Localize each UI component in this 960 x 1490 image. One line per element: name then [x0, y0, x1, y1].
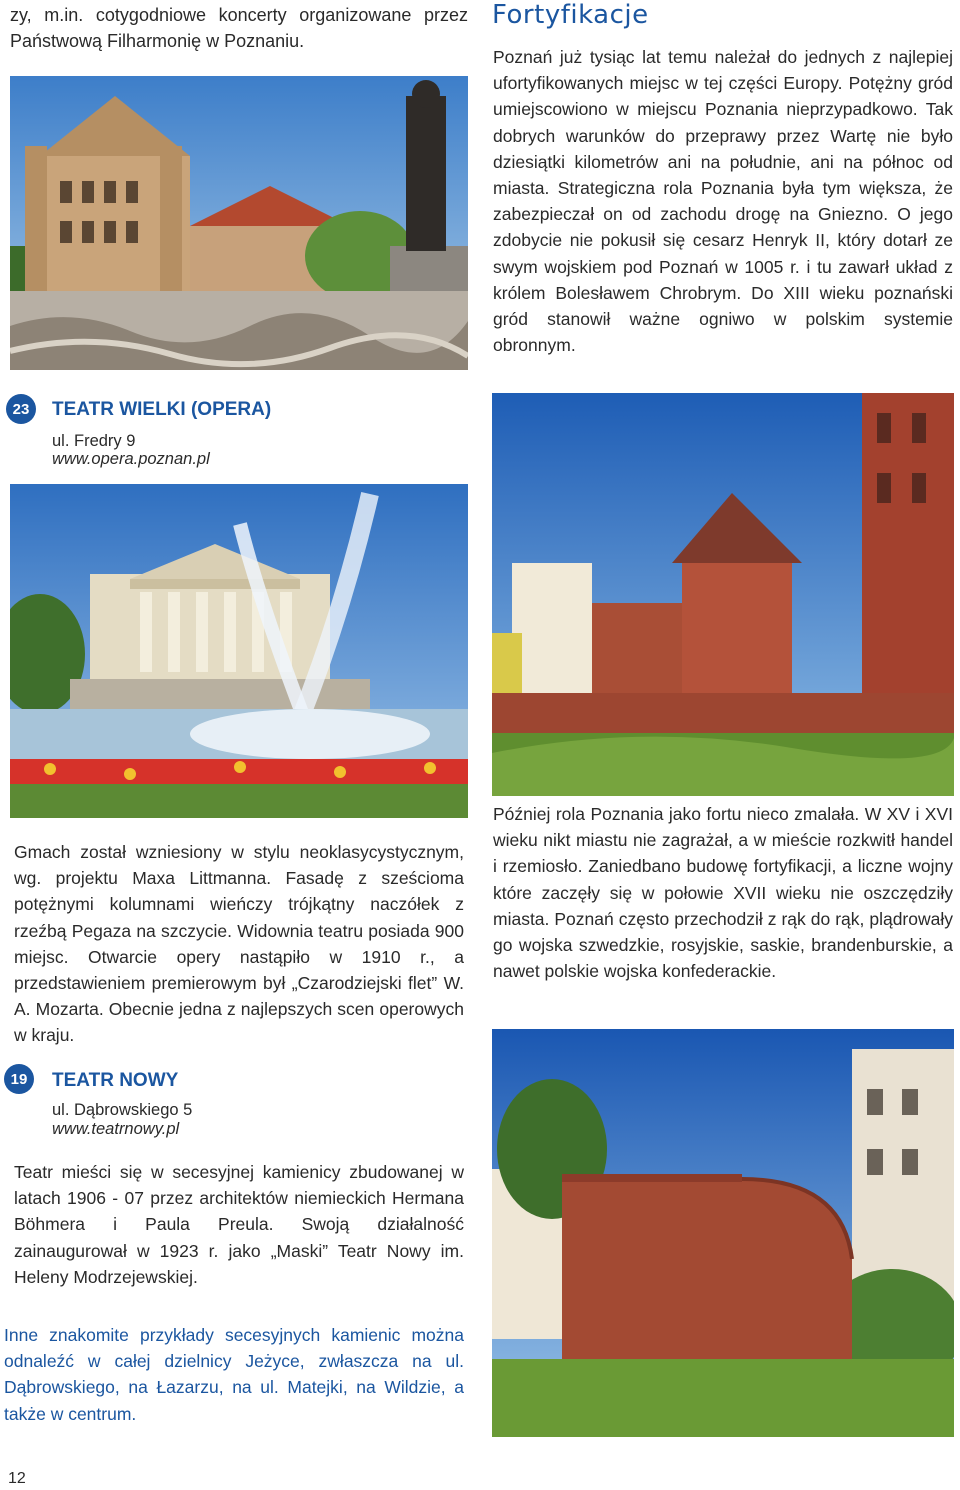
intro-fragment: zy, m.in. cotygodniowe koncerty organizowane przez Państwową Filharmonię w Poznaniu. [10, 5, 468, 51]
secesja-note: Inne znakomite przykłady secesyjnych kamienic można odnaleźć w całej dzielnicy Jeżyce, zwłaszcza na ul. Dąbrowskiego, na Łazarzu, na ul. Matejki, na Wildzie, a także w centrum. [4, 1325, 464, 1424]
venue-name-teatr-wielki: TEATR WIELKI (OPERA) [52, 399, 272, 420]
venue-website-link[interactable]: www.opera.poznan.pl [52, 450, 210, 468]
photo-fortifications [492, 393, 954, 796]
venue-address: ul. Fredry 9 [52, 432, 136, 450]
page-number: 12 [8, 1470, 26, 1487]
fortyfikacje-paragraph-2: Później rola Poznania jako fortu nieco zmalała. W XV i XVI wieku nikt miastu nie zagrażał, a w mieście rozkwitł handel i rzemiosło. Zaniedbano budowę fortyfikacji, a liczne wojny które zaczęły się w połowie XVII wieku nie oszczędziły miasta. Poznań często przechodził z rąk do rąk, plądrowały go wojska szwedzkie, rosyjskie, saskie, brandenburskie, a nawet polskie wojska konfederackie. [493, 804, 953, 982]
teatr-wielki-description: Gmach został wzniesiony w stylu neoklasycystycznym, wg. projektu Maxa Littmanna. Fasadę z sześcioma potężnymi kolumnami wieńczy trójkątny naczółek z rzeźbą Pegaza na szczycie. Widownia teatru posiada 900 miejsc. Otwarcie opery nastąpiło w 1910 r., a przedstawieniem premierowym był „Czarodziejski flet” W. A. Mozarta. Obecnie jedna z najlepszych scen operowych w kraju. [14, 842, 464, 1046]
fortyfikacje-paragraph-1: Poznań już tysiąc lat temu należał do jednych z najlepiej ufortyfikowanych miejsc w tej części Europy. Potężny gród umiejscowiono w miejscu Poznania nieprzypadkowo. Tak dobrych warunków do przeprawy przez Wartę nie było dziesiątki kilometrów ani na południe, ani na północ od miasta. Strategiczna rola Poznania była tym większa, że zabezpieczał on od zachodu drogę na Gniezno. O jego zdobycie nie pokusił się cesarz Henryk II, który dotarł ze swym wojskiem pod Poznań w 1005 r. i tu zawarł układ z królem Bolesławem Chrobrym. Do XIII wieku poznański gród stanowił ważne ogniwo w polskim systemie obronnym. [493, 47, 953, 356]
section-heading-fortyfikacje: Fortyfikacje [492, 0, 649, 30]
venue-number-badge: 23 [6, 394, 36, 424]
venue-name-teatr-nowy: TEATR NOWY [52, 1070, 179, 1091]
photo-round-bastion [492, 1029, 954, 1437]
photo-teatr-wielki [10, 484, 468, 818]
photo-collegium-minus [10, 76, 468, 370]
venue-address: ul. Dąbrowskiego 5 [52, 1101, 193, 1119]
venue-website-link[interactable]: www.teatrnowy.pl [52, 1120, 180, 1138]
venue-number-badge: 19 [4, 1064, 34, 1094]
teatr-nowy-description: Teatr mieści się w secesyjnej kamienicy zbudowanej w latach 1906 - 07 przez architektów niemieckich Hermana Böhmera i Paula Preula. Swoją działalność zainaugurował w 1923 r. jako „Maski” Teatr Nowy im. Heleny Modrzejewskiej. [14, 1162, 464, 1287]
